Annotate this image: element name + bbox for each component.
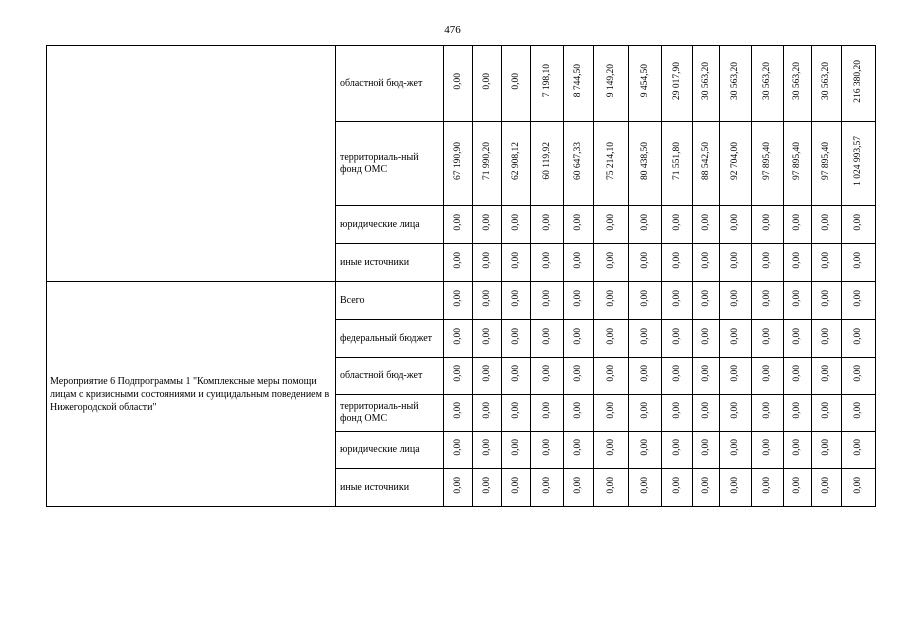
value-cell	[842, 206, 876, 244]
funding-source-cell: федеральный бюджет	[336, 320, 444, 358]
value-cell	[720, 282, 752, 320]
value-text: 0,00	[853, 251, 863, 269]
value-cell	[693, 282, 720, 320]
value-text: 0,00	[573, 402, 583, 419]
value-cell	[502, 358, 531, 395]
value-text: 0,00	[573, 289, 583, 307]
value-cell	[693, 320, 720, 358]
value-cell	[502, 469, 531, 507]
value-text: 0,00	[853, 476, 863, 494]
value-cell	[594, 244, 629, 282]
value-cell	[784, 206, 812, 244]
funding-source-cell: иные источники	[336, 244, 444, 282]
value-text: 0,00	[762, 289, 772, 307]
value-text: 0,00	[481, 439, 492, 456]
value-cell	[752, 432, 784, 469]
value-cell	[594, 358, 629, 395]
value-text: 0,00	[821, 251, 831, 269]
value-cell	[564, 432, 594, 469]
value-cell	[720, 244, 752, 282]
value-text: 0,00	[639, 327, 650, 345]
value-cell	[693, 358, 720, 395]
value-cell	[842, 395, 876, 432]
value-text: 0,00	[639, 476, 650, 494]
value-text: 0,00	[452, 365, 463, 382]
value-cell	[752, 282, 784, 320]
value-cell	[842, 46, 876, 122]
value-text: 0,00	[573, 476, 583, 494]
value-cell	[473, 206, 502, 244]
value-text: 0,00	[605, 402, 616, 419]
value-cell	[564, 46, 594, 122]
value-text: 0,00	[792, 327, 802, 345]
value-cell	[662, 206, 693, 244]
value-text: 8 744,50	[573, 64, 583, 98]
value-cell	[629, 244, 662, 282]
value-text: 0,00	[541, 289, 552, 307]
value-text: 0,00	[762, 327, 772, 345]
value-text: 0,00	[853, 289, 863, 307]
value-text: 0,00	[510, 476, 521, 494]
value-cell	[594, 122, 629, 206]
value-text: 0,00	[792, 251, 802, 269]
value-text: 1 024 993,57	[853, 136, 863, 186]
value-cell	[629, 320, 662, 358]
value-text: 0,00	[671, 251, 682, 269]
value-cell	[629, 122, 662, 206]
value-text: 0,00	[730, 289, 740, 307]
value-text: 0,00	[730, 327, 740, 345]
value-text: 0,00	[452, 476, 463, 494]
value-cell	[842, 358, 876, 395]
value-cell	[473, 395, 502, 432]
value-cell	[564, 320, 594, 358]
value-text: 0,00	[481, 213, 492, 231]
value-cell	[473, 46, 502, 122]
value-text: 67 190,90	[452, 142, 463, 180]
funding-source-cell: областной бюд-жет	[336, 46, 444, 122]
value-cell	[629, 206, 662, 244]
value-text: 71 551,80	[671, 142, 682, 180]
value-cell	[752, 469, 784, 507]
value-cell	[502, 282, 531, 320]
value-text: 71 990,20	[481, 142, 492, 180]
value-cell	[662, 122, 693, 206]
value-cell	[784, 469, 812, 507]
value-text: 0,00	[730, 439, 740, 456]
value-cell	[752, 244, 784, 282]
value-text: 0,00	[700, 251, 711, 269]
value-cell	[662, 469, 693, 507]
value-text: 0,00	[452, 213, 463, 231]
value-cell	[444, 206, 473, 244]
value-text: 0,00	[700, 289, 711, 307]
value-cell	[662, 320, 693, 358]
value-text: 0,00	[541, 402, 552, 419]
value-cell	[842, 432, 876, 469]
value-cell	[784, 432, 812, 469]
value-cell	[842, 469, 876, 507]
value-cell	[531, 122, 564, 206]
value-cell	[842, 282, 876, 320]
value-text: 0,00	[452, 327, 463, 345]
value-cell	[531, 358, 564, 395]
value-text: 0,00	[452, 402, 463, 419]
value-text: 29 017,90	[671, 62, 682, 100]
value-text: 0,00	[481, 72, 492, 90]
value-cell	[502, 46, 531, 122]
value-cell	[473, 244, 502, 282]
value-cell	[812, 206, 842, 244]
value-text: 0,00	[639, 289, 650, 307]
value-text: 0,00	[700, 476, 711, 494]
value-cell	[629, 46, 662, 122]
value-cell	[842, 122, 876, 206]
value-cell	[629, 469, 662, 507]
value-text: 30 563,20	[792, 62, 802, 100]
value-text: 0,00	[762, 251, 772, 269]
value-cell	[444, 46, 473, 122]
value-cell	[662, 244, 693, 282]
value-cell	[502, 395, 531, 432]
value-text: 0,00	[573, 213, 583, 231]
value-text: 0,00	[481, 476, 492, 494]
value-cell	[662, 432, 693, 469]
value-cell	[531, 469, 564, 507]
value-text: 0,00	[605, 439, 616, 456]
value-text: 60 647,33	[573, 142, 583, 180]
value-cell	[784, 320, 812, 358]
value-text: 0,00	[853, 213, 863, 231]
value-cell	[564, 206, 594, 244]
value-cell	[720, 432, 752, 469]
value-cell	[720, 122, 752, 206]
budget-table	[46, 45, 876, 507]
value-cell	[531, 395, 564, 432]
value-text: 0,00	[639, 439, 650, 456]
value-cell	[564, 395, 594, 432]
value-cell	[564, 358, 594, 395]
value-cell	[812, 395, 842, 432]
value-cell	[502, 432, 531, 469]
value-cell	[502, 244, 531, 282]
value-text: 0,00	[700, 402, 711, 419]
value-text: 0,00	[510, 289, 521, 307]
value-cell	[812, 122, 842, 206]
value-text: 0,00	[541, 476, 552, 494]
value-cell	[444, 244, 473, 282]
value-text: 0,00	[605, 213, 616, 231]
value-cell	[693, 122, 720, 206]
value-text: 0,00	[762, 476, 772, 494]
value-cell	[720, 206, 752, 244]
value-cell	[812, 320, 842, 358]
value-text: 97 895,40	[792, 142, 802, 180]
value-text: 0,00	[605, 251, 616, 269]
value-text: 0,00	[671, 213, 682, 231]
value-text: 0,00	[573, 251, 583, 269]
value-cell	[594, 320, 629, 358]
value-cell	[629, 358, 662, 395]
funding-source-cell: областной бюд-жет	[336, 358, 444, 395]
value-cell	[752, 395, 784, 432]
value-text: 0,00	[671, 439, 682, 456]
value-text: 0,00	[573, 365, 583, 382]
value-cell	[812, 282, 842, 320]
funding-source-cell: территориаль-ный фонд ОМС	[336, 395, 444, 432]
value-cell	[812, 46, 842, 122]
value-text: 62 908,12	[510, 142, 521, 180]
value-cell	[502, 320, 531, 358]
value-cell	[662, 46, 693, 122]
value-cell	[531, 320, 564, 358]
value-text: 0,00	[605, 476, 616, 494]
value-text: 0,00	[510, 365, 521, 382]
value-cell	[662, 395, 693, 432]
value-text: 0,00	[541, 327, 552, 345]
value-text: 0,00	[853, 327, 863, 345]
value-cell	[473, 469, 502, 507]
value-text: 0,00	[639, 365, 650, 382]
value-cell	[473, 432, 502, 469]
value-cell	[784, 244, 812, 282]
value-cell	[812, 244, 842, 282]
value-text: 0,00	[481, 251, 492, 269]
budget-table-body	[47, 46, 876, 507]
funding-source-cell: территориаль-ный фонд ОМС	[336, 122, 444, 206]
value-text: 30 563,20	[762, 62, 772, 100]
value-cell	[444, 358, 473, 395]
value-text: 30 563,20	[700, 62, 711, 100]
value-cell	[473, 320, 502, 358]
value-text: 0,00	[730, 251, 740, 269]
value-text: 92 704,00	[730, 142, 740, 180]
value-text: 75 214,10	[605, 142, 616, 180]
value-cell	[473, 122, 502, 206]
value-cell	[693, 432, 720, 469]
value-cell	[693, 469, 720, 507]
value-text: 0,00	[762, 402, 772, 419]
value-text: 0,00	[481, 289, 492, 307]
value-cell	[531, 432, 564, 469]
value-cell	[752, 122, 784, 206]
value-text: 0,00	[541, 365, 552, 382]
value-text: 216 380,20	[853, 59, 863, 103]
value-text: 9 454,50	[639, 64, 650, 98]
value-cell	[531, 46, 564, 122]
value-cell	[594, 432, 629, 469]
value-cell	[720, 358, 752, 395]
value-cell	[812, 469, 842, 507]
value-cell	[594, 395, 629, 432]
value-cell	[629, 432, 662, 469]
value-text: 0,00	[730, 365, 740, 382]
value-text: 0,00	[573, 439, 583, 456]
value-text: 0,00	[730, 213, 740, 231]
value-cell	[693, 46, 720, 122]
value-text: 0,00	[510, 251, 521, 269]
funding-source-cell: Всего	[336, 282, 444, 320]
funding-source-cell: иные источники	[336, 469, 444, 507]
value-text: 0,00	[573, 327, 583, 345]
page-number: 476	[444, 24, 461, 36]
value-text: 0,00	[762, 365, 772, 382]
value-cell	[842, 244, 876, 282]
value-text: 0,00	[605, 365, 616, 382]
value-cell	[444, 469, 473, 507]
value-cell	[720, 320, 752, 358]
value-text: 0,00	[821, 476, 831, 494]
value-cell	[531, 206, 564, 244]
value-cell	[784, 395, 812, 432]
value-text: 0,00	[821, 439, 831, 456]
value-text: 0,00	[541, 213, 552, 231]
value-cell	[444, 395, 473, 432]
value-cell	[720, 395, 752, 432]
value-cell	[720, 469, 752, 507]
value-text: 0,00	[510, 402, 521, 419]
value-cell	[693, 395, 720, 432]
value-text: 0,00	[671, 327, 682, 345]
value-text: 0,00	[510, 439, 521, 456]
value-cell	[784, 122, 812, 206]
value-cell	[594, 46, 629, 122]
value-text: 9 149,20	[605, 64, 616, 98]
value-text: 0,00	[605, 289, 616, 307]
value-cell	[662, 358, 693, 395]
value-text: 30 563,20	[821, 62, 831, 100]
table-row	[47, 46, 876, 122]
value-text: 0,00	[452, 289, 463, 307]
value-cell	[752, 320, 784, 358]
value-cell	[629, 282, 662, 320]
measure-title-cell: Мероприятие 6 Подпрограммы 1 "Комплексные меры помощи лицам с кризисными состояниями и суицидальным поведением в Нижегородской области"	[47, 282, 336, 507]
value-cell	[594, 206, 629, 244]
value-text: 0,00	[510, 213, 521, 231]
value-text: 0,00	[730, 476, 740, 494]
value-cell	[594, 469, 629, 507]
value-text: 0,00	[700, 327, 711, 345]
value-text: 88 542,50	[700, 142, 711, 180]
value-text: 0,00	[510, 72, 521, 90]
value-text: 0,00	[700, 213, 711, 231]
value-text: 0,00	[730, 402, 740, 419]
value-cell	[564, 282, 594, 320]
value-text: 0,00	[452, 439, 463, 456]
funding-source-cell: юридические лица	[336, 432, 444, 469]
value-text: 0,00	[481, 327, 492, 345]
value-cell	[662, 282, 693, 320]
value-cell	[444, 432, 473, 469]
value-text: 0,00	[510, 327, 521, 345]
value-text: 97 895,40	[821, 142, 831, 180]
value-cell	[564, 122, 594, 206]
value-cell	[752, 46, 784, 122]
value-text: 7 198,10	[541, 64, 552, 98]
value-text: 0,00	[821, 213, 831, 231]
value-text: 0,00	[792, 402, 802, 419]
value-text: 0,00	[700, 365, 711, 382]
value-text: 0,00	[452, 251, 463, 269]
value-text: 0,00	[700, 439, 711, 456]
value-text: 0,00	[671, 365, 682, 382]
value-text: 30 563,20	[730, 62, 740, 100]
value-text: 0,00	[853, 402, 863, 419]
value-text: 0,00	[639, 402, 650, 419]
value-text: 0,00	[792, 213, 802, 231]
value-text: 0,00	[792, 289, 802, 307]
value-cell	[444, 122, 473, 206]
value-cell	[784, 46, 812, 122]
value-cell	[473, 358, 502, 395]
value-cell	[444, 282, 473, 320]
funding-source-cell: юридические лица	[336, 206, 444, 244]
value-cell	[502, 122, 531, 206]
value-text: 0,00	[639, 251, 650, 269]
value-cell	[564, 244, 594, 282]
value-text: 0,00	[821, 327, 831, 345]
value-cell	[693, 244, 720, 282]
value-text: 0,00	[792, 439, 802, 456]
value-text: 97 895,40	[762, 142, 772, 180]
value-cell	[812, 358, 842, 395]
value-cell	[752, 206, 784, 244]
value-cell	[531, 282, 564, 320]
value-text: 0,00	[671, 289, 682, 307]
value-text: 0,00	[792, 476, 802, 494]
value-text: 0,00	[452, 72, 463, 90]
value-text: 0,00	[762, 213, 772, 231]
value-cell	[564, 469, 594, 507]
value-cell	[502, 206, 531, 244]
value-cell	[752, 358, 784, 395]
value-text: 0,00	[821, 365, 831, 382]
value-text: 80 438,50	[639, 142, 650, 180]
value-cell	[444, 320, 473, 358]
value-cell	[531, 244, 564, 282]
value-text: 0,00	[605, 327, 616, 345]
value-text: 0,00	[853, 365, 863, 382]
value-text: 0,00	[639, 213, 650, 231]
value-cell	[812, 432, 842, 469]
value-text: 0,00	[541, 251, 552, 269]
value-cell	[693, 206, 720, 244]
table-row	[47, 282, 876, 320]
value-text: 0,00	[762, 439, 772, 456]
value-text: 0,00	[853, 439, 863, 456]
value-text: 0,00	[671, 402, 682, 419]
value-cell	[842, 320, 876, 358]
value-text: 0,00	[671, 476, 682, 494]
value-cell	[784, 358, 812, 395]
value-text: 0,00	[792, 365, 802, 382]
value-text: 0,00	[481, 365, 492, 382]
value-cell	[629, 395, 662, 432]
value-text: 0,00	[481, 402, 492, 419]
value-text: 0,00	[821, 289, 831, 307]
value-text: 0,00	[821, 402, 831, 419]
value-cell	[720, 46, 752, 122]
value-cell	[594, 282, 629, 320]
measure-title-cell	[47, 46, 336, 282]
value-cell	[473, 282, 502, 320]
value-cell	[784, 282, 812, 320]
value-text: 0,00	[541, 439, 552, 456]
value-text: 60 119,92	[541, 142, 552, 180]
